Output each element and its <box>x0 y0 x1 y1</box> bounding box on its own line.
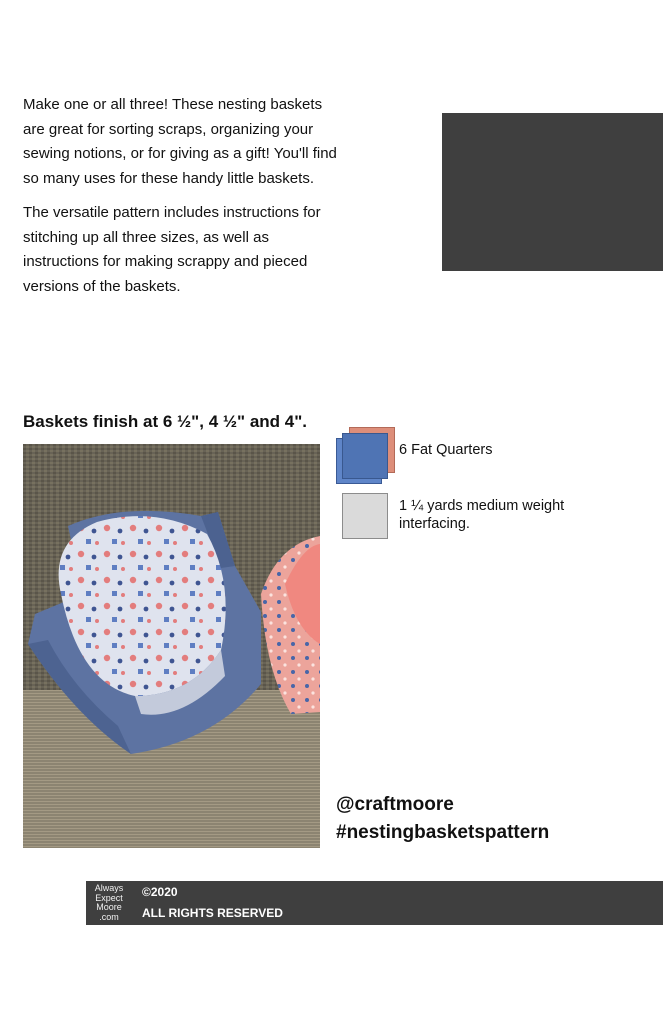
instagram-handle: @craftmoore <box>336 794 454 815</box>
intro-paragraph-2: The versatile pattern includes instructions for stitching up all three sizes, as well as instructions for making scrappy and pieced versions of the baskets. <box>23 204 321 295</box>
footer-bar <box>86 881 663 925</box>
rights-reserved: ALL RIGHTS RESERVED <box>142 906 283 920</box>
intro-text <box>23 93 341 309</box>
intro-paragraph-1: Make one or all three! These nesting baskets are great for sorting scraps, organizing your sewing notions, or for giving as a gift! You'll find so many uses for these handy little baskets. <box>23 96 337 187</box>
finish-sizes-heading: Baskets finish at 6 ½", 4 ½" and 4". <box>23 412 308 431</box>
fabric-swatch-icon <box>336 427 396 485</box>
interfacing-label-line1: 1 ¼ yards medium weight <box>399 498 565 514</box>
basket-photo <box>23 444 320 848</box>
interfacing-label-line2: interfacing. <box>399 516 470 532</box>
site-logo: Always Expect Moore .com <box>94 883 124 922</box>
dark-image-placeholder <box>442 113 663 271</box>
copyright-year: ©2020 <box>142 885 178 899</box>
fat-quarters-label: 6 Fat Quarters <box>399 442 493 458</box>
interfacing-swatch-icon <box>342 493 388 539</box>
pattern-hashtag: #nestingbasketspattern <box>336 822 550 843</box>
